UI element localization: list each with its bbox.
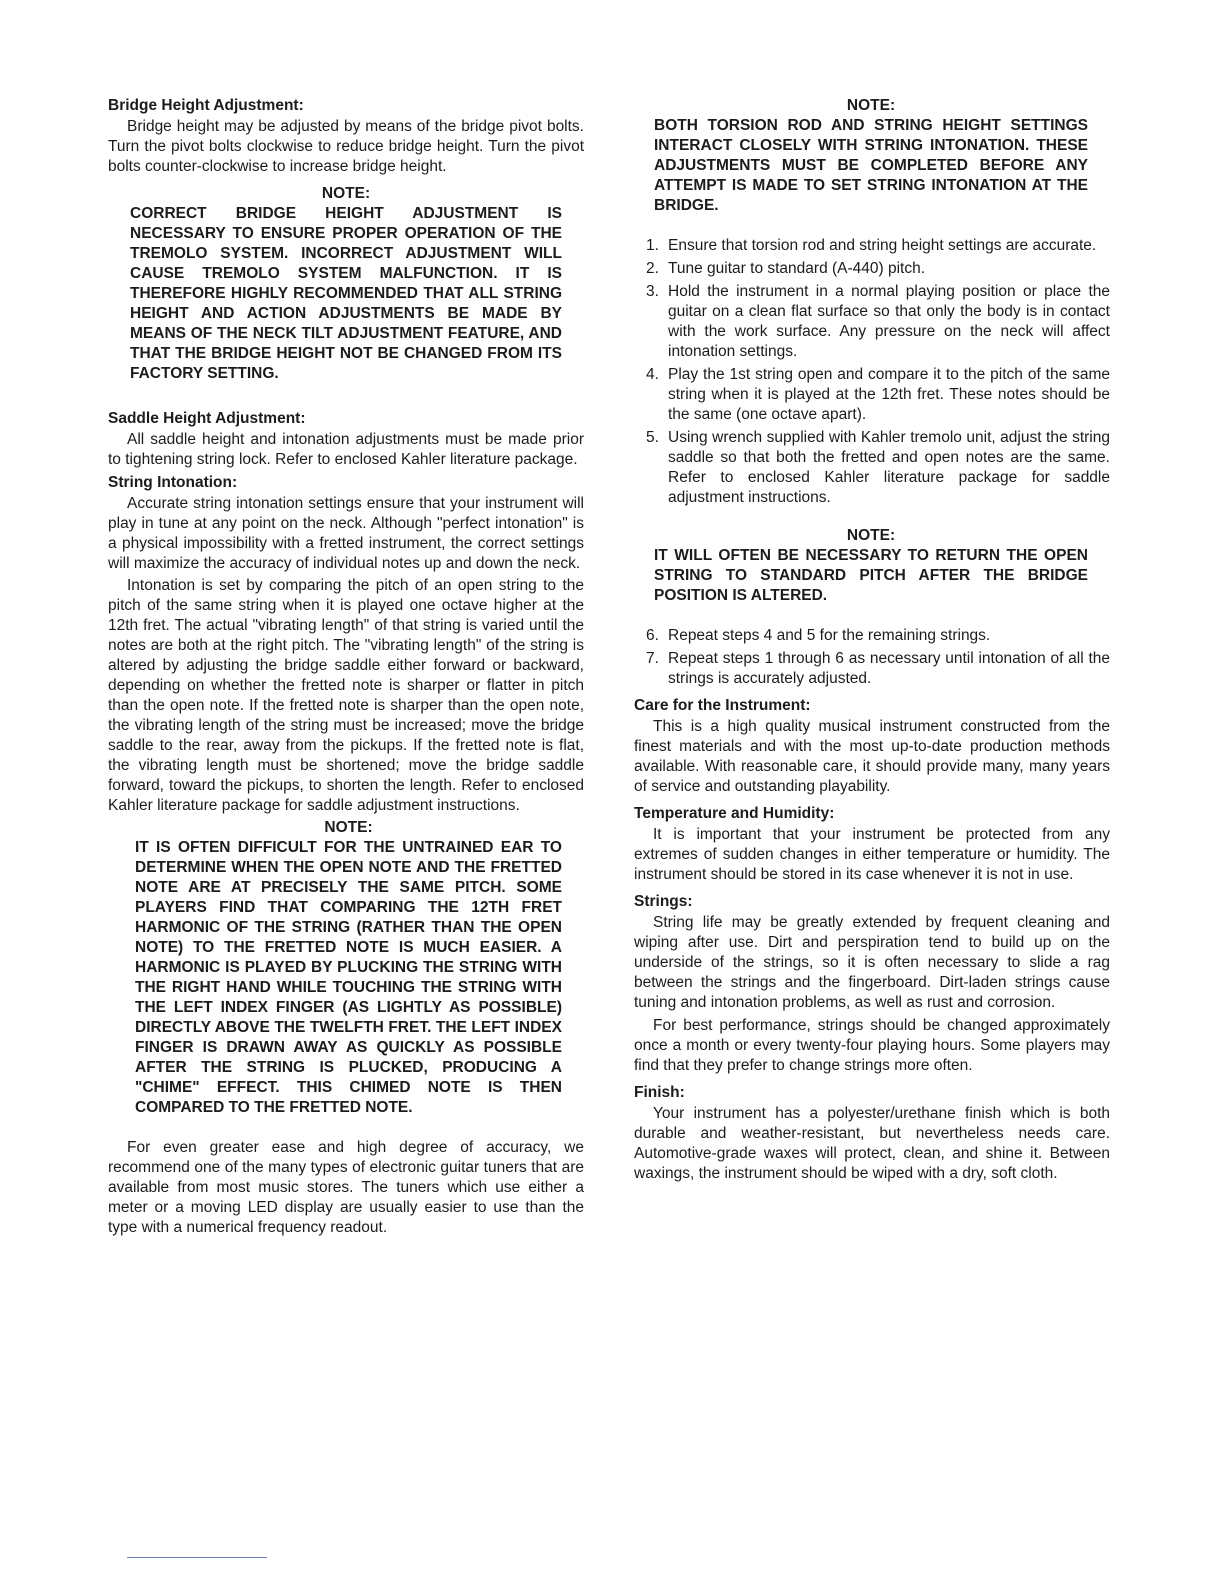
strings-heading: Strings: xyxy=(634,893,693,910)
saddle-height-heading: Saddle Height Adjustment: xyxy=(108,410,306,427)
temperature-humidity-heading: Temperature and Humidity: xyxy=(634,805,835,822)
list-item: 4. Play the 1st string open and compare it to the pitch of the same string when it is played at the 12th fret. These notes should be the same (one octave apart). xyxy=(646,366,1110,423)
string-intonation-paragraph-2: Intonation is set by comparing the pitch of an open string to the pitch of the same string when it is played one octave higher at the 12th fret. The actual "vibrating length" of that string is varied until the notes are both at the right pitch. The "vibrating length" of the string is altered by adjusting the bridge saddle either forward or backward, depending on whether the fretted note is sharper or flatter in pitch than the open note. If the fretted note is sharper than the open note, the vibrating length of the string must be increased; move the bridge saddle to the rear, away from the pickups. If the fretted note is flat, the vibrating length must be shortened; move the bridge saddle forward, toward the pickups, to shorten the length. Refer to enclosed Kahler literature package for saddle adjustment instructions. xyxy=(108,577,584,814)
care-heading: Care for the Instrument: xyxy=(634,697,811,714)
note-text: IT IS OFTEN DIFFICULT FOR THE UNTRAINED EAR TO DETERMINE WHEN THE OPEN NOTE AND THE FRETTED NOTE ARE AT PRECISELY THE SAME PITCH. SOME PLAYERS FIND THAT COMPARING THE 12TH FRET HARMONIC OF THE STRING (RATHER THAN THE OPEN NOTE) TO THE FRETTED NOTE IS MUCH EASIER. A HARMONIC IS PLAYED BY PLUCKING THE STRING WITH THE RIGHT HAND WHILE TOUCHING THE STRING WITH THE LEFT INDEX FINGER (AS LIGHTLY AS POSSIBLE) DIRECTLY ABOVE THE TWELFTH FRET. THE LEFT INDEX FINGER IS DRAWN AWAY AS QUICKLY AS POSSIBLE AFTER THE STRING IS PLUCKED, PRODUCING A "CHIME" EFFECT. THIS CHIMED NOTE IS THEN COMPARED TO THE FRETTED NOTE. xyxy=(135,839,562,1116)
list-item: 2. Tune guitar to standard (A-440) pitch. xyxy=(646,260,926,277)
list-item: 5. Using wrench supplied with Kahler tremolo unit, adjust the string saddle so that both the fretted and open notes are the same. Refer to enclosed Kahler literature package for saddle adjustment instructions. xyxy=(646,429,1110,506)
list-item: 7. Repeat steps 1 through 6 as necessary until intonation of all the strings is accurately adjusted. xyxy=(646,650,1110,687)
open-string-note xyxy=(654,526,1088,606)
care-body: This is a high quality musical instrument constructed from the finest materials and with the most up-to-date production methods available. With reasonable care, it should provide many, many years of service and outstanding playability. xyxy=(634,718,1110,795)
note-title: NOTE: xyxy=(846,97,896,114)
bridge-height-body: Bridge height may be adjusted by means of the bridge pivot bolts. Turn the pivot bolts clockwise to reduce bridge height. Turn the pivot bolts counter-clockwise to increase bridge height. xyxy=(108,118,584,175)
list-item: 1. Ensure that torsion rod and string height settings are accurate. xyxy=(646,237,1097,254)
note-title: NOTE: xyxy=(324,819,373,836)
left-column xyxy=(108,96,584,1238)
footnote-rule xyxy=(127,1557,267,1558)
intonation-steps-1-5 xyxy=(634,236,1110,508)
intonation-steps-6-7 xyxy=(634,626,1110,689)
string-intonation-heading: String Intonation: xyxy=(108,474,238,491)
temperature-humidity-body: It is important that your instrument be protected from any extremes of sudden changes in either temperature or humidity. The instrument should be stored in its case whenever it is not in use. xyxy=(634,826,1110,883)
strings-paragraph-2: For best performance, strings should be changed approximately once a month or every twenty-four playing hours. Some players may find that they prefer to change strings more often. xyxy=(634,1017,1110,1074)
electronic-tuner-paragraph: For even greater ease and high degree of accuracy, we recommend one of the many types of electronic guitar tuners that are available from most music stores. The tuners which use either a meter or a moving LED display are usually easier to use than the type with a numerical frequency readout. xyxy=(108,1139,584,1236)
bridge-height-heading: Bridge Height Adjustment: xyxy=(108,97,304,114)
harmonic-note xyxy=(135,818,562,1118)
note-text: IT WILL OFTEN BE NECESSARY TO RETURN THE OPEN STRING TO STANDARD PITCH AFTER THE BRIDGE POSITION IS ALTERED. xyxy=(654,547,1088,604)
string-intonation-paragraph-1: Accurate string intonation settings ensure that your instrument will play in tune at any point on the neck. Although "perfect intonation" is a physical impossibility with a fretted instrument, the correct settings will maximize the accuracy of individual notes up and down the neck. xyxy=(108,495,584,572)
note-title: NOTE: xyxy=(321,185,371,202)
torsion-rod-note xyxy=(654,96,1088,216)
bridge-note xyxy=(130,184,562,384)
note-text: BOTH TORSION ROD AND STRING HEIGHT SETTINGS INTERACT CLOSELY WITH STRING INTONATION. THESE ADJUSTMENTS MUST BE COMPLETED BEFORE ANY ATTEMPT IS MADE TO SET STRING INTONATION AT THE BRIDGE. xyxy=(654,117,1088,214)
finish-body: Your instrument has a polyester/urethane finish which is both durable and weather-resistant, but nevertheless needs care. Automotive-grade waxes will protect, clean, and shine it. Between waxings, the instrument should be wiped with a dry, soft cloth. xyxy=(634,1105,1110,1182)
right-column xyxy=(634,96,1110,1184)
finish-heading: Finish: xyxy=(634,1084,685,1101)
note-text: CORRECT BRIDGE HEIGHT ADJUSTMENT IS NECESSARY TO ENSURE PROPER OPERATION OF THE TREMOLO SYSTEM. INCORRECT ADJUSTMENT WILL CAUSE TREMOLO SYSTEM MALFUNCTION. IT IS THEREFORE HIGHLY RECOMMENDED THAT ALL STRING HEIGHT AND ACTION ADJUSTMENTS BE MADE BY MEANS OF THE NECK TILT ADJUSTMENT FEATURE, AND THAT THE BRIDGE HEIGHT NOT BE CHANGED FROM ITS FACTORY SETTING. xyxy=(130,205,562,382)
list-item: 6. Repeat steps 4 and 5 for the remaining strings. xyxy=(646,627,991,644)
strings-paragraph-1: String life may be greatly extended by frequent cleaning and wiping after use. Dirt and perspiration tend to build up on the underside of the strings, so it is often necessary to slide a rag between the strings and the fingerboard. Dirt-laden strings cause tuning and intonation problems, as well as rust and corrosion. xyxy=(634,914,1110,1011)
list-item: 3. Hold the instrument in a normal playing position or place the guitar on a clean flat surface so that only the body is in contact with the work surface. Any pressure on the neck will affect intonation settings. xyxy=(646,283,1110,360)
saddle-height-body: All saddle height and intonation adjustments must be made prior to tightening string lock. Refer to enclosed Kahler literature package. xyxy=(108,431,584,468)
note-title: NOTE: xyxy=(846,527,896,544)
